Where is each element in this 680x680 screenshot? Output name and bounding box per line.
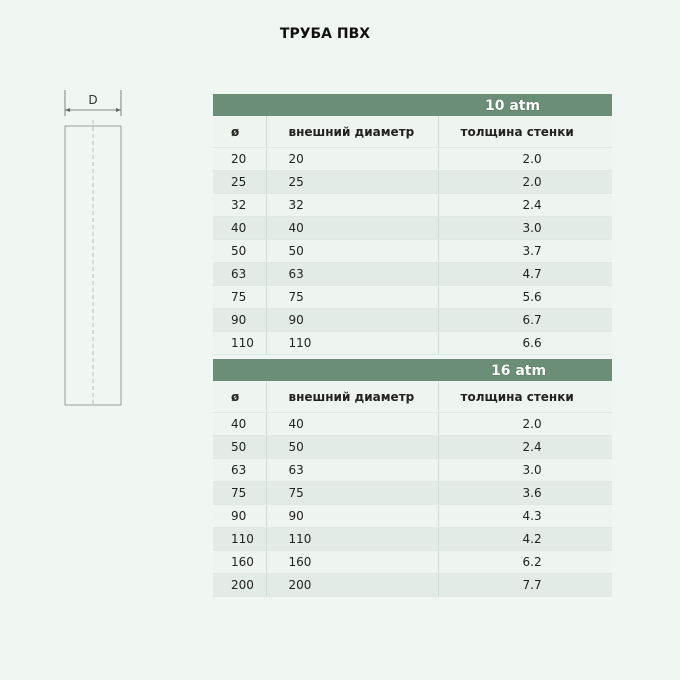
table-row [213, 413, 612, 436]
cell-diameter: 200 [213, 574, 266, 597]
cell-diameter: 25 [213, 171, 266, 194]
spec-table [213, 381, 612, 597]
pressure-band [213, 359, 612, 381]
table-row [213, 574, 612, 597]
cell-diameter: 50 [213, 436, 266, 459]
table-row [213, 194, 612, 217]
cell-outer-diameter: 200 [266, 574, 438, 597]
cell-wall-thickness: 2.0 [438, 171, 612, 194]
cell-wall-thickness: 3.6 [438, 482, 612, 505]
dimension-label: D [88, 93, 98, 107]
cell-outer-diameter: 32 [266, 194, 438, 217]
cell-outer-diameter: 50 [266, 436, 438, 459]
header-outer-diameter: внешний диаметр [266, 381, 438, 413]
table-header-row [213, 116, 612, 148]
table-row [213, 309, 612, 332]
cell-diameter: 90 [213, 505, 266, 528]
page-title: ТРУБА ПВХ [279, 26, 371, 42]
table-row [213, 482, 612, 505]
table-row [213, 263, 612, 286]
table-row [213, 551, 612, 574]
table-row [213, 171, 612, 194]
header-diameter-symbol: ø [213, 116, 266, 148]
cell-wall-thickness: 4.7 [438, 263, 612, 286]
cell-outer-diameter: 110 [266, 528, 438, 551]
header-outer-diameter: внешний диаметр [266, 116, 438, 148]
cell-outer-diameter: 110 [266, 332, 438, 355]
cell-wall-thickness: 2.0 [438, 413, 612, 436]
cell-diameter: 90 [213, 309, 266, 332]
table-row [213, 240, 612, 263]
cell-outer-diameter: 25 [266, 171, 438, 194]
cell-outer-diameter: 160 [266, 551, 438, 574]
cell-diameter: 32 [213, 194, 266, 217]
cell-outer-diameter: 75 [266, 286, 438, 309]
cell-diameter: 50 [213, 240, 266, 263]
cell-wall-thickness: 3.7 [438, 240, 612, 263]
cell-wall-thickness: 4.2 [438, 528, 612, 551]
header-diameter-symbol: ø [213, 381, 266, 413]
cell-wall-thickness: 3.0 [438, 459, 612, 482]
cell-wall-thickness: 6.2 [438, 551, 612, 574]
cell-diameter: 75 [213, 482, 266, 505]
table-row [213, 217, 612, 240]
cell-outer-diameter: 75 [266, 482, 438, 505]
cell-outer-diameter: 63 [266, 459, 438, 482]
cell-diameter: 40 [213, 413, 266, 436]
cell-outer-diameter: 50 [266, 240, 438, 263]
table-row [213, 528, 612, 551]
cell-wall-thickness: 2.4 [438, 194, 612, 217]
cell-diameter: 20 [213, 148, 266, 171]
cell-outer-diameter: 20 [266, 148, 438, 171]
cell-wall-thickness: 4.3 [438, 505, 612, 528]
pressure-label: 16 atm [491, 363, 547, 379]
table-row [213, 505, 612, 528]
cell-diameter: 110 [213, 528, 266, 551]
cell-diameter: 160 [213, 551, 266, 574]
table-header-row [213, 381, 612, 413]
cell-wall-thickness: 2.4 [438, 436, 612, 459]
cell-outer-diameter: 63 [266, 263, 438, 286]
cell-wall-thickness: 6.6 [438, 332, 612, 355]
cell-outer-diameter: 90 [266, 309, 438, 332]
cell-outer-diameter: 90 [266, 505, 438, 528]
header-wall-thickness: толщина стенки [438, 116, 612, 148]
cell-diameter: 63 [213, 459, 266, 482]
cell-outer-diameter: 40 [266, 413, 438, 436]
pressure-label: 10 atm [485, 98, 541, 114]
header-wall-thickness: толщина стенки [438, 381, 612, 413]
table-row [213, 286, 612, 309]
cell-wall-thickness: 5.6 [438, 286, 612, 309]
spec-table [213, 116, 612, 355]
table-row [213, 332, 612, 355]
cell-wall-thickness: 6.7 [438, 309, 612, 332]
cell-diameter: 110 [213, 332, 266, 355]
cell-wall-thickness: 7.7 [438, 574, 612, 597]
cell-diameter: 40 [213, 217, 266, 240]
cell-wall-thickness: 2.0 [438, 148, 612, 171]
table-row [213, 436, 612, 459]
cell-wall-thickness: 3.0 [438, 217, 612, 240]
table-row [213, 459, 612, 482]
table-row [213, 148, 612, 171]
cell-diameter: 75 [213, 286, 266, 309]
pressure-band [213, 94, 612, 116]
pipe-diagram [64, 90, 122, 406]
cell-diameter: 63 [213, 263, 266, 286]
table-10atm [213, 94, 612, 355]
table-16atm [213, 359, 612, 597]
cell-outer-diameter: 40 [266, 217, 438, 240]
